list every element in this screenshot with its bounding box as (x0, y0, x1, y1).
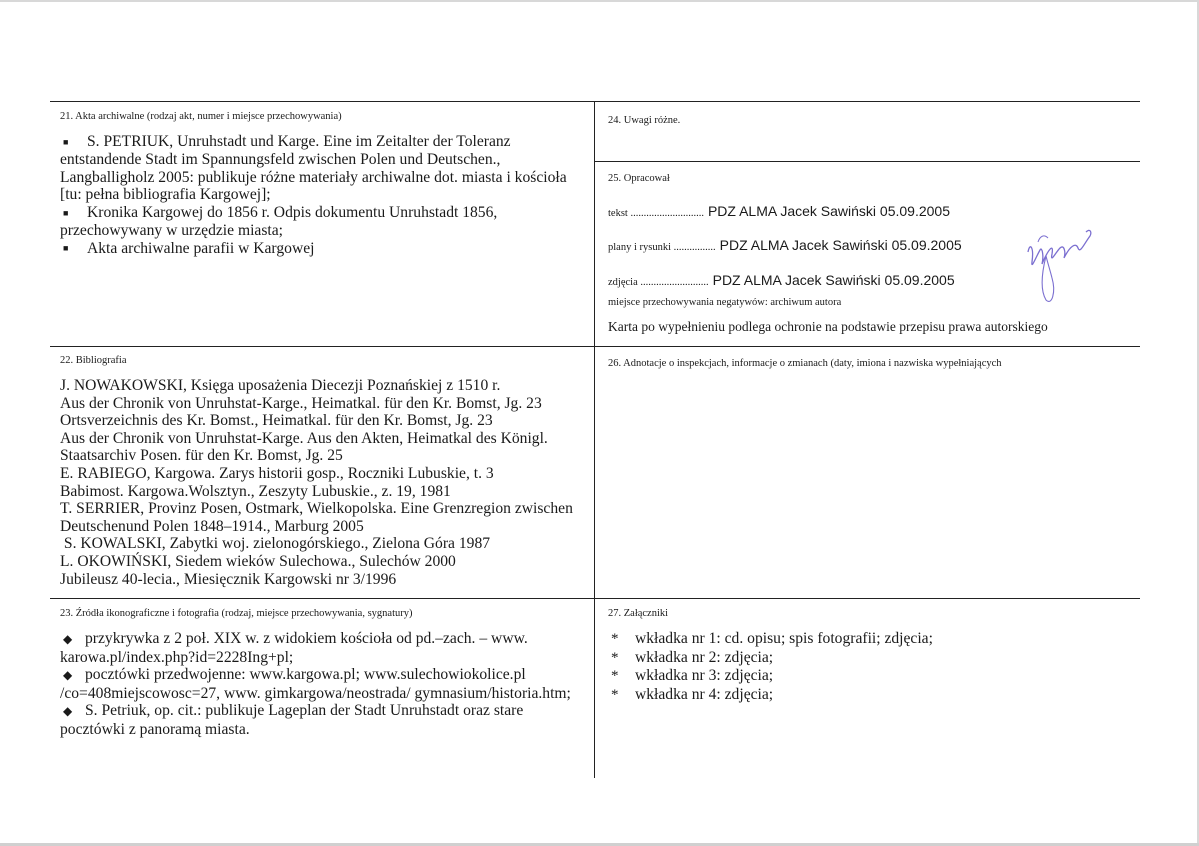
signature-image (1020, 212, 1100, 310)
author-row-plans: plany i rysunki ................ PDZ ALMA Jacek Sawiński 05.09.2005 (608, 237, 962, 253)
list-item: * wkładka nr 1: cd. opisu; spis fotografii; zdjęcia; (608, 630, 1128, 649)
list-item: ■ Kronika Kargowej do 1856 r. Odpis dokumentu Unruhstadt 1856, przechowywany w urzędzie miasta; (60, 204, 498, 240)
section-27 (608, 607, 1128, 704)
section-25 (608, 172, 670, 185)
section-26 (608, 357, 1002, 370)
list-item: Aus der Chronik von Unruhstat-Karge., Heimatkal. für den Kr. Bomst, Jg. 23 (60, 394, 542, 412)
list-item: * wkładka nr 2: zdjęcia; (608, 649, 1128, 668)
iconographic-sources-list (60, 630, 588, 739)
table-top-border (50, 101, 1140, 102)
list-item: Aus der Chronik von Unruhstat-Karge. Aus den Akten, Heimatkal des Königl. (60, 429, 548, 447)
section-27-title: 27. Załączniki (608, 608, 669, 619)
square-bullet-icon: ■ (63, 243, 69, 254)
asterisk-bullet-icon: * (611, 668, 619, 685)
author-value: PDZ ALMA Jacek Sawiński 05.09.2005 (712, 272, 955, 288)
author-row-photos: zdjęcia .......................... PDZ ALMA Jacek Sawiński 05.09.2005 (608, 272, 955, 288)
row-divider (594, 161, 1140, 162)
column-divider (594, 101, 595, 778)
attachments-list (608, 630, 1128, 704)
list-item: ◆ przykrywka z 2 poł. XIX w. z widokiem kościoła od pd.–zach. – www. karowa.pl/index.php?id=2228Ing+pl; (60, 630, 528, 666)
section-23 (60, 607, 588, 739)
asterisk-bullet-icon: * (611, 649, 619, 666)
list-item: ◆ pocztówki przedwojenne: www.kargowa.pl; www.sulechowiokolice.pl /co=408miejscowosc=27, www. gimkargowa/neostrada/ gymnasium/historia.htm; (60, 666, 571, 702)
section-23-title: 23. Źródła ikonograficzne i fotografia (rodzaj, miejsce przechowywania, sygnatury) (60, 608, 413, 619)
list-item: ■ S. PETRIUK, Unruhstadt und Karge. Eine im Zeitalter der Toleranz entstandende Stadt im Spannungsfeld zwischen Polen und Deutschen., Langballigholz 2005: publikuje różne materiały archiwalne dot. miasta i kościoła [tu: pełna bibliografia Kargowej]; (60, 133, 567, 204)
section-26-title: 26. Adnotacje o inspekcjach, informacje o zmianach (daty, imiona i nazwiska wypełniających (608, 358, 1002, 369)
list-item: S. KOWALSKI, Zabytki woj. zielonogórskiego., Zielona Góra 1987 (60, 535, 491, 553)
diamond-bullet-icon: ◆ (63, 632, 73, 646)
list-item: Deutschenund Polen 1848–1914., Marburg 2005 (60, 517, 364, 535)
section-24 (608, 114, 680, 127)
list-item: Ortsverzeichnis des Kr. Bomst., Heimatkal. für den Kr. Bomst, Jg. 23 (60, 412, 493, 430)
list-item: T. SERRIER, Provinz Posen, Ostmark, Wielkopolska. Eine Grenzregion zwischen (60, 500, 573, 518)
author-value: PDZ ALMA Jacek Sawiński 05.09.2005 (719, 237, 962, 253)
asterisk-bullet-icon: * (611, 631, 619, 647)
section-24-title: 24. Uwagi różne. (608, 115, 681, 126)
list-item: Babimost. Kargowa.Wolsztyn., Zeszyty Lubuskie., z. 19, 1981 (60, 482, 451, 500)
author-row-text: tekst ............................ PDZ ALMA Jacek Sawiński 05.09.2005 (608, 203, 950, 219)
page-edge (0, 0, 1199, 2)
square-bullet-icon: ■ (63, 136, 69, 147)
diamond-bullet-icon: ◆ (63, 668, 73, 683)
row-divider (50, 598, 1140, 599)
asterisk-bullet-icon: * (611, 686, 619, 703)
section-21 (60, 110, 585, 258)
archival-records-list (60, 133, 585, 258)
list-item: Jubileusz 40-lecia., Miesięcznik Kargowski nr 3/1996 (60, 570, 397, 588)
list-item: ◆ S. Petriuk, op. cit.: publikuje Lageplan der Stadt Unruhstadt oraz stare pocztówki z panoramą miasta. (60, 702, 524, 738)
list-item: E. RABIEGO, Kargowa. Zarys historii gosp., Roczniki Lubuskie, t. 3 (60, 464, 494, 482)
list-item: J. NOWAKOWSKI, Księga uposażenia Diecezji Poznańskiej z 1510 r. (60, 377, 501, 394)
section-22 (60, 354, 585, 588)
square-bullet-icon: ■ (63, 207, 69, 218)
list-item: L. OKOWIŃSKI, Siedem wieków Sulechowa., Sulechów 2000 (60, 552, 456, 570)
row-divider (50, 346, 1140, 347)
list-item: ■ Akta archiwalne parafii w Kargowej (60, 240, 585, 258)
section-22-title: 22. Bibliografia (60, 355, 127, 366)
list-item: * wkładka nr 4: zdjęcia; (608, 686, 1128, 705)
list-item: * wkładka nr 3: zdjęcia; (608, 667, 1128, 686)
copyright-notice: Karta po wypełnieniu podlega ochronie na podstawie przepisu prawa autorskiego (608, 319, 1048, 334)
bibliography-list (60, 377, 585, 588)
list-item: Staatsarchiv Posen. für den Kr. Bomst, Jg. 25 (60, 447, 343, 465)
author-value: PDZ ALMA Jacek Sawiński 05.09.2005 (707, 203, 950, 219)
section-21-title: 21. Akta archiwalne (rodzaj akt, numer i miejsce przechowywania) (60, 111, 342, 122)
negatives-storage: miejsce przechowywania negatywów: archiwum autora (608, 297, 842, 308)
section-25-title: 25. Opracował (608, 173, 670, 184)
diamond-bullet-icon: ◆ (63, 704, 73, 719)
